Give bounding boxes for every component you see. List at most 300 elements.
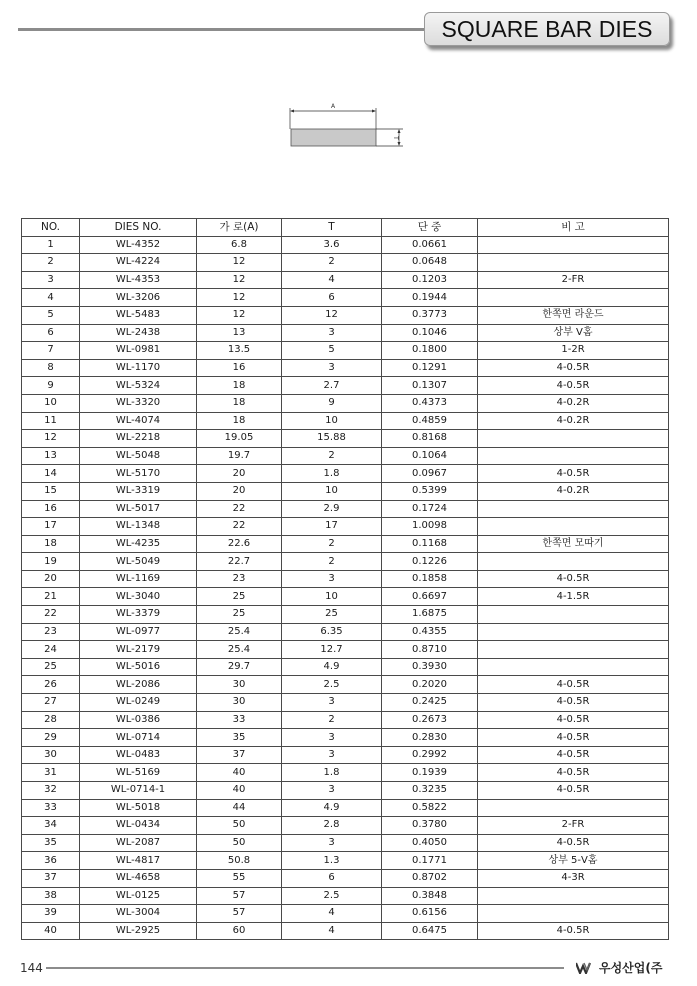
cell-no: 22 <box>22 606 80 624</box>
table-row <box>22 271 669 289</box>
cell-dies-no: WL-2438 <box>80 324 197 342</box>
table-row <box>22 658 669 676</box>
cell-no: 35 <box>22 834 80 852</box>
cell-dies-no: WL-5170 <box>80 465 197 483</box>
cell-dies-no: WL-4074 <box>80 412 197 430</box>
cell-unit-weight: 0.3773 <box>382 306 478 324</box>
cell-no: 26 <box>22 676 80 694</box>
cell-dies-no: WL-4235 <box>80 535 197 553</box>
cell-width-a: 35 <box>197 729 282 747</box>
cell-unit-weight: 0.1944 <box>382 289 478 307</box>
cell-remarks <box>478 799 669 817</box>
cell-no: 6 <box>22 324 80 342</box>
cell-no: 7 <box>22 342 80 360</box>
cell-no: 8 <box>22 359 80 377</box>
cell-thickness-t: 3.6 <box>282 236 382 254</box>
cell-thickness-t: 25 <box>282 606 382 624</box>
cell-remarks: 4-0.5R <box>478 676 669 694</box>
title-tab <box>424 12 670 46</box>
cross-section-diagram <box>287 100 407 150</box>
table-row <box>22 782 669 800</box>
cell-unit-weight: 0.1939 <box>382 764 478 782</box>
cell-thickness-t: 2.5 <box>282 887 382 905</box>
cell-no: 24 <box>22 641 80 659</box>
table-row <box>22 394 669 412</box>
cell-dies-no: WL-2218 <box>80 430 197 448</box>
cell-remarks: 4-0.5R <box>478 359 669 377</box>
cell-thickness-t: 4.9 <box>282 658 382 676</box>
column-header-dies-no: DIES NO. <box>80 219 197 237</box>
cell-unit-weight: 0.1168 <box>382 535 478 553</box>
cell-width-a: 50 <box>197 834 282 852</box>
dimension-label-a: A <box>330 103 336 110</box>
cell-width-a: 40 <box>197 782 282 800</box>
cell-dies-no: WL-0125 <box>80 887 197 905</box>
column-header-unit-weight: 단 중 <box>382 219 478 237</box>
cell-remarks <box>478 518 669 536</box>
cell-no: 4 <box>22 289 80 307</box>
cell-thickness-t: 12.7 <box>282 641 382 659</box>
cell-width-a: 60 <box>197 922 282 940</box>
table-row <box>22 500 669 518</box>
table-row <box>22 342 669 360</box>
cell-width-a: 12 <box>197 271 282 289</box>
table-row <box>22 236 669 254</box>
cell-dies-no: WL-3206 <box>80 289 197 307</box>
cell-dies-no: WL-0977 <box>80 623 197 641</box>
cell-dies-no: WL-0714-1 <box>80 782 197 800</box>
cell-remarks: 4-0.5R <box>478 834 669 852</box>
cell-unit-weight: 0.3848 <box>382 887 478 905</box>
cell-remarks: 4-0.2R <box>478 412 669 430</box>
cell-unit-weight: 0.1307 <box>382 377 478 395</box>
cell-thickness-t: 2 <box>282 254 382 272</box>
cell-width-a: 19.7 <box>197 447 282 465</box>
cell-remarks: 4-0.5R <box>478 570 669 588</box>
table-row <box>22 887 669 905</box>
cell-dies-no: WL-2925 <box>80 922 197 940</box>
table-row <box>22 606 669 624</box>
cell-thickness-t: 1.3 <box>282 852 382 870</box>
cell-remarks: 1-2R <box>478 342 669 360</box>
cell-remarks: 4-0.5R <box>478 711 669 729</box>
cell-no: 30 <box>22 746 80 764</box>
brand-name: 우성산업(주 <box>599 961 663 975</box>
cell-remarks <box>478 606 669 624</box>
cell-remarks: 상부 5-V홈 <box>478 852 669 870</box>
table-header-row <box>22 219 669 237</box>
table-row <box>22 482 669 500</box>
cell-thickness-t: 2 <box>282 711 382 729</box>
cell-dies-no: WL-1348 <box>80 518 197 536</box>
cell-unit-weight: 0.0648 <box>382 254 478 272</box>
cell-thickness-t: 2 <box>282 447 382 465</box>
cell-no: 19 <box>22 553 80 571</box>
cell-no: 36 <box>22 852 80 870</box>
cell-no: 18 <box>22 535 80 553</box>
table-row <box>22 553 669 571</box>
cell-unit-weight: 0.1203 <box>382 271 478 289</box>
cell-dies-no: WL-0434 <box>80 817 197 835</box>
table-row <box>22 412 669 430</box>
cell-width-a: 50 <box>197 817 282 835</box>
cell-remarks <box>478 887 669 905</box>
cell-dies-no: WL-5048 <box>80 447 197 465</box>
dimension-label-t: T <box>392 136 399 140</box>
cell-remarks <box>478 430 669 448</box>
cell-width-a: 20 <box>197 482 282 500</box>
cell-remarks: 4-0.5R <box>478 465 669 483</box>
cell-width-a: 18 <box>197 394 282 412</box>
cell-no: 20 <box>22 570 80 588</box>
cell-thickness-t: 10 <box>282 482 382 500</box>
cell-remarks: 4-0.5R <box>478 922 669 940</box>
cell-no: 25 <box>22 658 80 676</box>
cell-thickness-t: 4 <box>282 271 382 289</box>
cell-unit-weight: 0.2830 <box>382 729 478 747</box>
cell-remarks <box>478 236 669 254</box>
table-row <box>22 324 669 342</box>
cell-width-a: 22.6 <box>197 535 282 553</box>
page-title: SQUARE BAR DIES <box>441 16 653 42</box>
cell-no: 10 <box>22 394 80 412</box>
table-row <box>22 430 669 448</box>
cell-no: 39 <box>22 905 80 923</box>
cell-unit-weight: 0.3930 <box>382 658 478 676</box>
cell-thickness-t: 15.88 <box>282 430 382 448</box>
cell-thickness-t: 2.7 <box>282 377 382 395</box>
cell-width-a: 6.8 <box>197 236 282 254</box>
cell-width-a: 55 <box>197 869 282 887</box>
table-row <box>22 922 669 940</box>
cell-thickness-t: 9 <box>282 394 382 412</box>
cell-width-a: 18 <box>197 377 282 395</box>
cell-thickness-t: 3 <box>282 694 382 712</box>
cell-thickness-t: 6 <box>282 869 382 887</box>
cell-width-a: 50.8 <box>197 852 282 870</box>
column-header-no: NO. <box>22 219 80 237</box>
cell-unit-weight: 1.0098 <box>382 518 478 536</box>
cell-remarks <box>478 447 669 465</box>
cell-dies-no: WL-1170 <box>80 359 197 377</box>
cell-remarks: 한쪽면 모따기 <box>478 535 669 553</box>
cell-unit-weight: 0.8168 <box>382 430 478 448</box>
cell-no: 17 <box>22 518 80 536</box>
cell-no: 14 <box>22 465 80 483</box>
cell-thickness-t: 3 <box>282 729 382 747</box>
cell-remarks <box>478 623 669 641</box>
cell-thickness-t: 1.8 <box>282 465 382 483</box>
cell-width-a: 22.7 <box>197 553 282 571</box>
cell-width-a: 25 <box>197 588 282 606</box>
cell-thickness-t: 3 <box>282 746 382 764</box>
cell-unit-weight: 0.0967 <box>382 465 478 483</box>
cell-dies-no: WL-5483 <box>80 306 197 324</box>
cell-unit-weight: 0.4373 <box>382 394 478 412</box>
cell-width-a: 20 <box>197 465 282 483</box>
cell-width-a: 25 <box>197 606 282 624</box>
cell-thickness-t: 4 <box>282 905 382 923</box>
table-row <box>22 834 669 852</box>
table-row <box>22 535 669 553</box>
brand-w-icon <box>576 962 596 974</box>
table-row <box>22 764 669 782</box>
cell-remarks: 4-3R <box>478 869 669 887</box>
table-row <box>22 465 669 483</box>
bar-section <box>291 129 376 146</box>
cell-unit-weight: 0.2673 <box>382 711 478 729</box>
cell-thickness-t: 10 <box>282 588 382 606</box>
cell-remarks: 한쪽면 라운드 <box>478 306 669 324</box>
cell-no: 1 <box>22 236 80 254</box>
cell-thickness-t: 2.9 <box>282 500 382 518</box>
cell-width-a: 12 <box>197 254 282 272</box>
table-row <box>22 377 669 395</box>
cell-no: 27 <box>22 694 80 712</box>
cell-width-a: 16 <box>197 359 282 377</box>
cell-unit-weight: 0.1771 <box>382 852 478 870</box>
cell-remarks <box>478 658 669 676</box>
cell-unit-weight: 0.3235 <box>382 782 478 800</box>
cell-dies-no: WL-2087 <box>80 834 197 852</box>
cell-unit-weight: 0.8702 <box>382 869 478 887</box>
cell-dies-no: WL-3320 <box>80 394 197 412</box>
table-row <box>22 570 669 588</box>
cell-width-a: 12 <box>197 289 282 307</box>
cell-unit-weight: 0.1858 <box>382 570 478 588</box>
cell-unit-weight: 0.8710 <box>382 641 478 659</box>
cell-unit-weight: 0.1724 <box>382 500 478 518</box>
cell-dies-no: WL-0483 <box>80 746 197 764</box>
cell-thickness-t: 6 <box>282 289 382 307</box>
cell-width-a: 33 <box>197 711 282 729</box>
cell-thickness-t: 3 <box>282 834 382 852</box>
column-header-thickness-t: T <box>282 219 382 237</box>
cell-dies-no: WL-4658 <box>80 869 197 887</box>
table-row <box>22 905 669 923</box>
table-row <box>22 588 669 606</box>
cell-dies-no: WL-4817 <box>80 852 197 870</box>
cell-width-a: 30 <box>197 676 282 694</box>
cell-no: 15 <box>22 482 80 500</box>
cell-no: 5 <box>22 306 80 324</box>
cell-dies-no: WL-4353 <box>80 271 197 289</box>
cell-remarks: 2-FR <box>478 817 669 835</box>
table-row <box>22 447 669 465</box>
cell-remarks <box>478 254 669 272</box>
cell-unit-weight: 0.6475 <box>382 922 478 940</box>
cell-width-a: 22 <box>197 518 282 536</box>
cell-no: 11 <box>22 412 80 430</box>
cell-dies-no: WL-0249 <box>80 694 197 712</box>
table-row <box>22 817 669 835</box>
cell-dies-no: WL-4352 <box>80 236 197 254</box>
cell-width-a: 25.4 <box>197 623 282 641</box>
cell-dies-no: WL-4224 <box>80 254 197 272</box>
cell-width-a: 13.5 <box>197 342 282 360</box>
cell-dies-no: WL-5049 <box>80 553 197 571</box>
table-row <box>22 869 669 887</box>
cell-unit-weight: 0.4050 <box>382 834 478 852</box>
cell-thickness-t: 6.35 <box>282 623 382 641</box>
table-row <box>22 694 669 712</box>
cell-no: 34 <box>22 817 80 835</box>
cell-remarks <box>478 905 669 923</box>
page-number: 144 <box>20 961 43 975</box>
cell-width-a: 12 <box>197 306 282 324</box>
cell-unit-weight: 0.2425 <box>382 694 478 712</box>
cell-dies-no: WL-3319 <box>80 482 197 500</box>
cell-width-a: 57 <box>197 887 282 905</box>
cell-remarks: 4-0.5R <box>478 729 669 747</box>
cell-thickness-t: 4 <box>282 922 382 940</box>
cell-width-a: 18 <box>197 412 282 430</box>
cell-width-a: 40 <box>197 764 282 782</box>
cell-remarks: 4-0.5R <box>478 746 669 764</box>
cell-remarks: 2-FR <box>478 271 669 289</box>
cell-dies-no: WL-5016 <box>80 658 197 676</box>
cell-thickness-t: 5 <box>282 342 382 360</box>
table-row <box>22 676 669 694</box>
cell-unit-weight: 0.1800 <box>382 342 478 360</box>
cell-unit-weight: 0.4859 <box>382 412 478 430</box>
cell-unit-weight: 0.1064 <box>382 447 478 465</box>
cell-remarks: 4-1.5R <box>478 588 669 606</box>
cell-dies-no: WL-5169 <box>80 764 197 782</box>
cell-dies-no: WL-0714 <box>80 729 197 747</box>
cell-remarks <box>478 553 669 571</box>
cell-no: 23 <box>22 623 80 641</box>
cell-dies-no: WL-2179 <box>80 641 197 659</box>
table-row <box>22 746 669 764</box>
column-header-width-a: 가 로(A) <box>197 219 282 237</box>
cell-width-a: 29.7 <box>197 658 282 676</box>
cell-no: 2 <box>22 254 80 272</box>
cell-no: 21 <box>22 588 80 606</box>
cell-unit-weight: 0.2020 <box>382 676 478 694</box>
cell-width-a: 44 <box>197 799 282 817</box>
cell-remarks: 4-0.2R <box>478 394 669 412</box>
cell-remarks <box>478 641 669 659</box>
cell-width-a: 22 <box>197 500 282 518</box>
cell-no: 13 <box>22 447 80 465</box>
cell-unit-weight: 0.5399 <box>382 482 478 500</box>
brand-logo <box>576 959 662 976</box>
cell-width-a: 30 <box>197 694 282 712</box>
cell-dies-no: WL-3004 <box>80 905 197 923</box>
cell-remarks: 4-0.5R <box>478 782 669 800</box>
cell-no: 37 <box>22 869 80 887</box>
cell-unit-weight: 1.6875 <box>382 606 478 624</box>
cell-no: 31 <box>22 764 80 782</box>
cell-dies-no: WL-3040 <box>80 588 197 606</box>
cell-unit-weight: 0.0661 <box>382 236 478 254</box>
table-row <box>22 518 669 536</box>
cell-unit-weight: 0.3780 <box>382 817 478 835</box>
cell-thickness-t: 2 <box>282 553 382 571</box>
cell-dies-no: WL-1169 <box>80 570 197 588</box>
cell-remarks: 4-0.5R <box>478 764 669 782</box>
table-row <box>22 359 669 377</box>
cell-remarks <box>478 289 669 307</box>
cell-dies-no: WL-2086 <box>80 676 197 694</box>
dies-table <box>21 218 669 940</box>
cell-dies-no: WL-5017 <box>80 500 197 518</box>
cell-dies-no: WL-0386 <box>80 711 197 729</box>
cell-unit-weight: 0.1046 <box>382 324 478 342</box>
cell-thickness-t: 3 <box>282 324 382 342</box>
cell-width-a: 13 <box>197 324 282 342</box>
cell-unit-weight: 0.4355 <box>382 623 478 641</box>
header-rule <box>18 28 438 31</box>
table-row <box>22 799 669 817</box>
cell-remarks <box>478 500 669 518</box>
cell-thickness-t: 10 <box>282 412 382 430</box>
cell-unit-weight: 0.6156 <box>382 905 478 923</box>
cell-thickness-t: 4.9 <box>282 799 382 817</box>
table-row <box>22 289 669 307</box>
cell-dies-no: WL-3379 <box>80 606 197 624</box>
cell-no: 33 <box>22 799 80 817</box>
footer-rule <box>46 967 564 969</box>
table-row <box>22 711 669 729</box>
cell-remarks: 상부 V홈 <box>478 324 669 342</box>
cell-width-a: 37 <box>197 746 282 764</box>
cell-dies-no: WL-0981 <box>80 342 197 360</box>
table-row <box>22 254 669 272</box>
cell-dies-no: WL-5018 <box>80 799 197 817</box>
cell-thickness-t: 3 <box>282 359 382 377</box>
cell-unit-weight: 0.6697 <box>382 588 478 606</box>
cell-no: 16 <box>22 500 80 518</box>
cell-unit-weight: 0.5822 <box>382 799 478 817</box>
cell-width-a: 19.05 <box>197 430 282 448</box>
cell-thickness-t: 3 <box>282 570 382 588</box>
cell-remarks: 4-0.5R <box>478 377 669 395</box>
cell-thickness-t: 2.5 <box>282 676 382 694</box>
cell-dies-no: WL-5324 <box>80 377 197 395</box>
cell-remarks: 4-0.2R <box>478 482 669 500</box>
cell-thickness-t: 2.8 <box>282 817 382 835</box>
table-row <box>22 306 669 324</box>
cell-thickness-t: 17 <box>282 518 382 536</box>
table-row <box>22 623 669 641</box>
cell-thickness-t: 2 <box>282 535 382 553</box>
cell-no: 32 <box>22 782 80 800</box>
table-row <box>22 641 669 659</box>
column-header-remarks: 비 고 <box>478 219 669 237</box>
cell-no: 9 <box>22 377 80 395</box>
cell-unit-weight: 0.2992 <box>382 746 478 764</box>
cell-width-a: 25.4 <box>197 641 282 659</box>
table-row <box>22 729 669 747</box>
cell-width-a: 23 <box>197 570 282 588</box>
cell-no: 3 <box>22 271 80 289</box>
cell-thickness-t: 1.8 <box>282 764 382 782</box>
cell-width-a: 57 <box>197 905 282 923</box>
cell-remarks: 4-0.5R <box>478 694 669 712</box>
table-row <box>22 852 669 870</box>
cell-no: 29 <box>22 729 80 747</box>
cell-no: 28 <box>22 711 80 729</box>
cell-no: 40 <box>22 922 80 940</box>
cell-thickness-t: 3 <box>282 782 382 800</box>
cell-no: 38 <box>22 887 80 905</box>
cell-unit-weight: 0.1226 <box>382 553 478 571</box>
cell-thickness-t: 12 <box>282 306 382 324</box>
cell-no: 12 <box>22 430 80 448</box>
cell-unit-weight: 0.1291 <box>382 359 478 377</box>
